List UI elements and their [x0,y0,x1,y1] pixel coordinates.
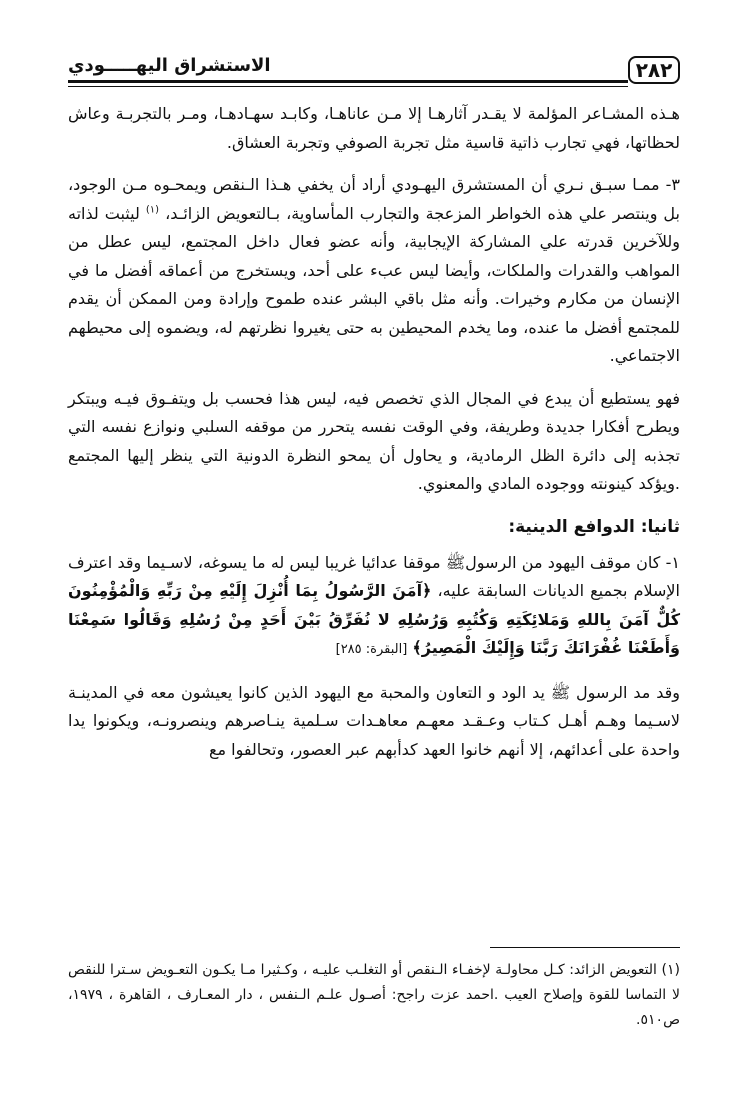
running-title: الاستشراق اليهـــــودي [68,54,279,78]
running-header [68,52,680,92]
paragraph-4 [68,549,680,665]
section-heading: ثانيا: الدوافع الدينية: [508,516,680,537]
paragraph-2-text: ٣- ممـا سبـق نـري أن المستشرق اليهـودي أراد أن يخفي هـذا الـنقص ويمحـوه مـن الوجود، بل وينتصر علي هذه الخواطر المزعجة والتجارب المأساوية، بـالتعويض الزائـد، [68,175,681,223]
paragraph-3: فهو يستطيع أن يبدع في المجال الذي تخصص فيه، ليس هذا فحسب بل ويتفـوق فيـه ويبتكر ويطرح أفكارا جديدة وطريفة، وفي الوقت نفسه يتحرر من موقفه السلبي ونوازع نفسه التي تجذبه إلى دائرة الظل الرمادية، و يحاول أن يمحو النظرة الدونية التي ينظر إليها المجتمع .ويؤكد كينونته ووجوده المادي والمعنوي. [68,388,680,493]
quran-verse: ﴿آمَنَ الرَّسُولُ بِمَا أُنْزِلَ إِلَيْهِ مِنْ رَبِّهِ وَالْمُؤْمِنُونَ كُلٌّ آمَنَ بِاللهِ وَمَلائِكَتِهِ وَكُتُبِهِ وَرُسُلِهِ لا نُفَرِّقُ بَيْنَ أَحَدٍ مِنْ رُسُلِهِ وَقَالُوا سَمِعْنَا وَأَطَعْنَا غُفْرَانَكَ رَبَّنَا وَإِلَيْكَ الْمَصِيرُ﴾ [68,581,680,657]
paragraph-2 [68,171,680,371]
header-rule-thin [68,86,628,87]
paragraph-4-intro: ١- كان موقف اليهود من الرسولﷺ موقفا عدائيا غريبا ليس له ما يسوغه، لاسـيما وقد اعترف الإسلام بجميع الديانات السابقة عليه، [68,552,680,600]
footnote-reference[interactable]: (١) [145,204,160,216]
footnote-divider [490,947,680,948]
paragraph-2-rest: ليثبت لذاته وللآخرين قدرته علي المشاركة الإيجابية، وأنه عضو فعال داخل المجتمع، ليس عطل من المواهب والقدرات والملكات، وأيضا ليس عبء على أحد، ويستخرج من أعماقه أفضل ما في الإنسان من مكارم وخيرات. وأنه مثل باقي البشر عنده طموح وإرادة ومن الممكن أن يقدم للمجتمع أفضل ما عنده، وما يخدم المحيطين به حتى يغيروا نظرتهم له، ويضموه إلى محيطهم الاجتماعي. [68,203,680,365]
main-text [68,100,680,778]
header-rule-thick [68,80,628,83]
paragraph-5: وقد مد الرسول ﷺ يد الود و التعاون والمحبة مع اليهود الذين كانوا يعيشون معه في المدينـة لاسـيما وهـم أهـل كـتاب وعـقـد معهـم معاهـدات سـلمية ينـاصرهم وينصرونـه، ويكونوا يدا واحدة على أعدائهم، إلا أنهم خانوا العهد كدأبهم عبر العصور، وتحالفوا مع [68,682,680,759]
quran-citation: [البقرة: ٢٨٥] [335,642,408,657]
footnote: (١) التعويض الزائد: كـل محاولـة لإخفـاء الـنقص أو التغلـب عليـه ، وكـثيرا مـا يكـون التعـويض سـترا للنقص لا التماسا للقوة وإصلاح العيب .احمد عزت راجح: أصـول علـم الـنفس ، دار المعـارف ، القاهرة ، ١٩٧٩، ص٥١٠. [68,962,680,1028]
page-number: ٢٨٢ [628,56,680,84]
paragraph-1: هـذه المشـاعر المؤلمة لا يقـدر آثارهـا إلا مـن عاناهـا، وكابـد سهـادهـا، ومـر بالتجربـة وعاش لحظاتها، فهي تجارب ذاتية قاسية مثل تجربة الصوفي وتجربة العشاق. [68,104,680,152]
